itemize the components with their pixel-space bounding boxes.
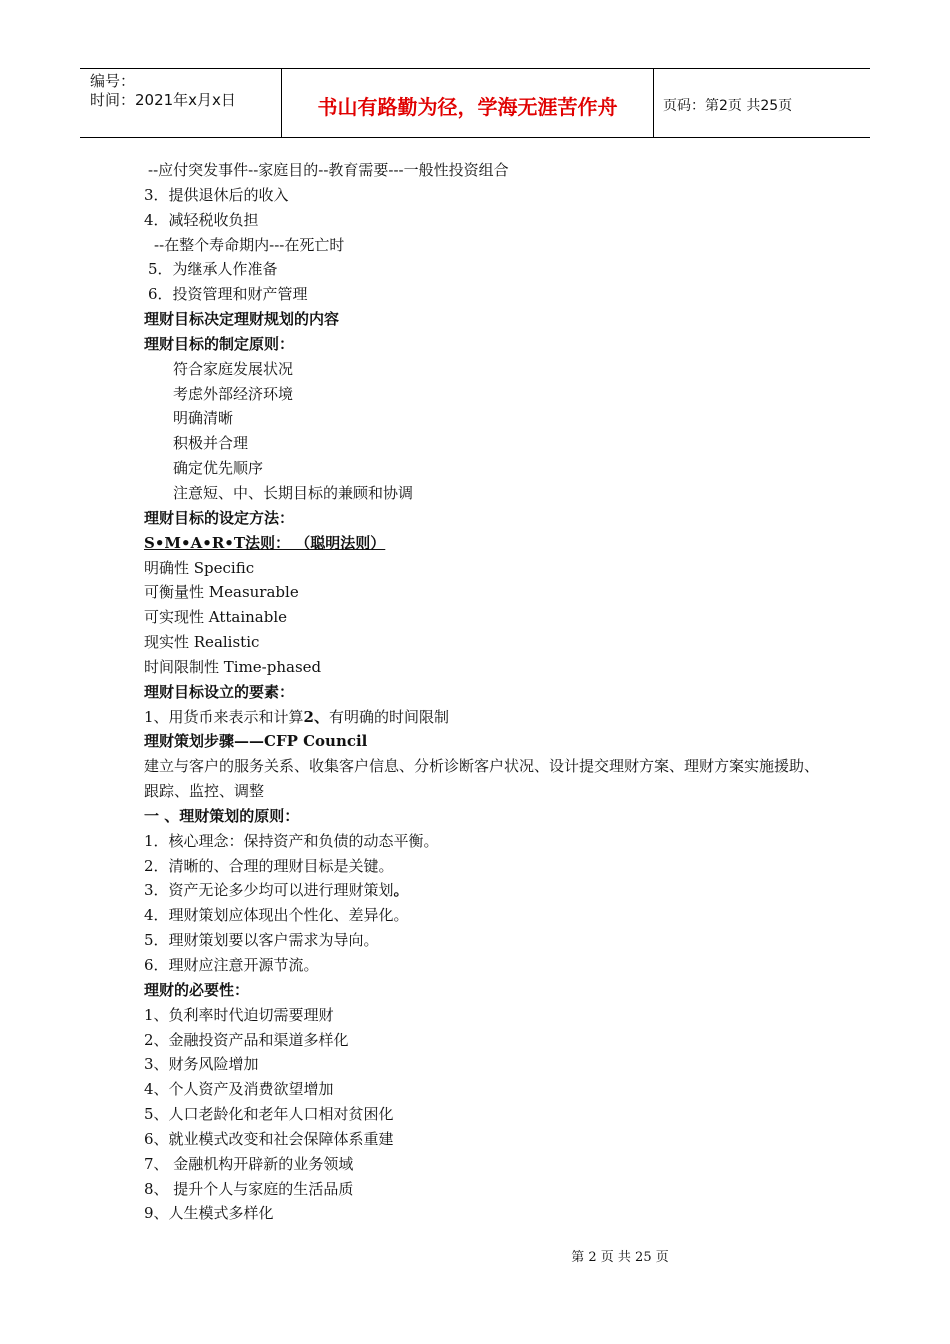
section-heading: 理财目标设立的要素： — [144, 682, 295, 701]
section-heading: 理财的必要性： — [144, 980, 250, 999]
principle-item: 明确清晰 — [173, 409, 234, 428]
list-item-text: 3．资产无论多少均可以进行理财策划 — [144, 881, 394, 900]
list-item: 2、金融投资产品和渠道多样化 — [144, 1030, 349, 1049]
smart-item: 可实现性 Attainable — [144, 608, 288, 627]
list-item: 1、负利率时代迫切需要理财 — [144, 1005, 334, 1024]
list-item — [144, 878, 824, 903]
text-line: --应付突发事件--家庭目的--教育需要---一般性投资组合 — [148, 161, 509, 179]
element-part: 有明确的时间限制 — [328, 707, 449, 726]
page-footer: 第 2 页 共 25 页 — [571, 1250, 669, 1265]
smart-item: 时间限制性 Time-phased — [144, 657, 322, 676]
list-item: 6．理财应注意开源节流。 — [144, 956, 319, 974]
list-item: 9、人生模式多样化 — [144, 1204, 274, 1223]
principle-item: 注意短、中、长期目标的兼顾和协调 — [173, 483, 414, 502]
list-item: 6、就业模式改变和社会保障体系重建 — [144, 1129, 394, 1148]
list-item: 5．为继承人作准备 — [148, 260, 278, 279]
time-label: 时间：2021年x月x日 — [90, 91, 236, 109]
text-line — [144, 705, 824, 730]
smart-rule-heading: S•M•A•R•T法则： （聪明法则） — [144, 533, 386, 552]
principle-item: 考虑外部经济环境 — [173, 384, 294, 403]
section-heading: 理财目标的设定方法： — [144, 508, 295, 527]
list-item: 4．减轻税收负担 — [144, 210, 259, 229]
principle-item: 积极并合理 — [173, 434, 249, 453]
document-body — [144, 158, 824, 1226]
principle-item: 确定优先顺序 — [173, 459, 264, 478]
list-item: 8、 提升个人与家庭的生活品质 — [144, 1179, 354, 1198]
list-item: 7、 金融机构开辟新的业务领域 — [144, 1154, 354, 1173]
paragraph: 建立与客户的服务关系、收集客户信息、分析诊断客户状况、设计提交理财方案、理财方案实施援助、跟踪、监控、调整 — [144, 757, 820, 801]
header-motto: 书山有路勤为径，学海无涯苦作舟 — [281, 69, 654, 137]
list-item: 3、财务风险增加 — [144, 1055, 259, 1074]
list-item: 4．理财策划应体现出个性化、差异化。 — [144, 906, 409, 925]
smart-item: 明确性 Specific — [144, 558, 255, 577]
section-heading: 一 、理财策划的原则： — [144, 806, 300, 825]
list-item-period: 。 — [393, 881, 409, 900]
list-item: 4、个人资产及消费欲望增加 — [144, 1080, 334, 1099]
list-item: 2．清晰的、合理的理财目标是关键。 — [144, 856, 394, 875]
header-page-info: 页码：第2页 共25页 — [663, 98, 793, 114]
list-item: 3．提供退休后的收入 — [144, 185, 289, 204]
element-number: 2、 — [303, 707, 329, 726]
list-item: 5、人口老龄化和老年人口相对贫困化 — [144, 1105, 394, 1124]
section-heading: 理财策划步骤——CFP Council — [144, 732, 368, 751]
principle-item: 符合家庭发展状况 — [173, 359, 294, 378]
element-part: 1、用货币来表示和计算 — [144, 707, 304, 726]
header-meta — [80, 69, 280, 137]
smart-item: 可衡量性 Measurable — [144, 583, 299, 602]
smart-item: 现实性 Realistic — [144, 633, 260, 652]
section-heading: 理财目标的制定原则： — [144, 334, 295, 353]
page-header — [80, 68, 870, 138]
list-item: 6．投资管理和财产管理 — [148, 285, 308, 304]
list-item: 5．理财策划要以客户需求为导向。 — [144, 931, 379, 950]
list-item: 1．核心理念：保持资产和负债的动态平衡。 — [144, 831, 439, 850]
number-label: 编号： — [90, 72, 136, 90]
section-heading: 理财目标决定理财规划的内容 — [144, 310, 340, 329]
text-line: --在整个寿命期内---在死亡时 — [154, 235, 345, 254]
